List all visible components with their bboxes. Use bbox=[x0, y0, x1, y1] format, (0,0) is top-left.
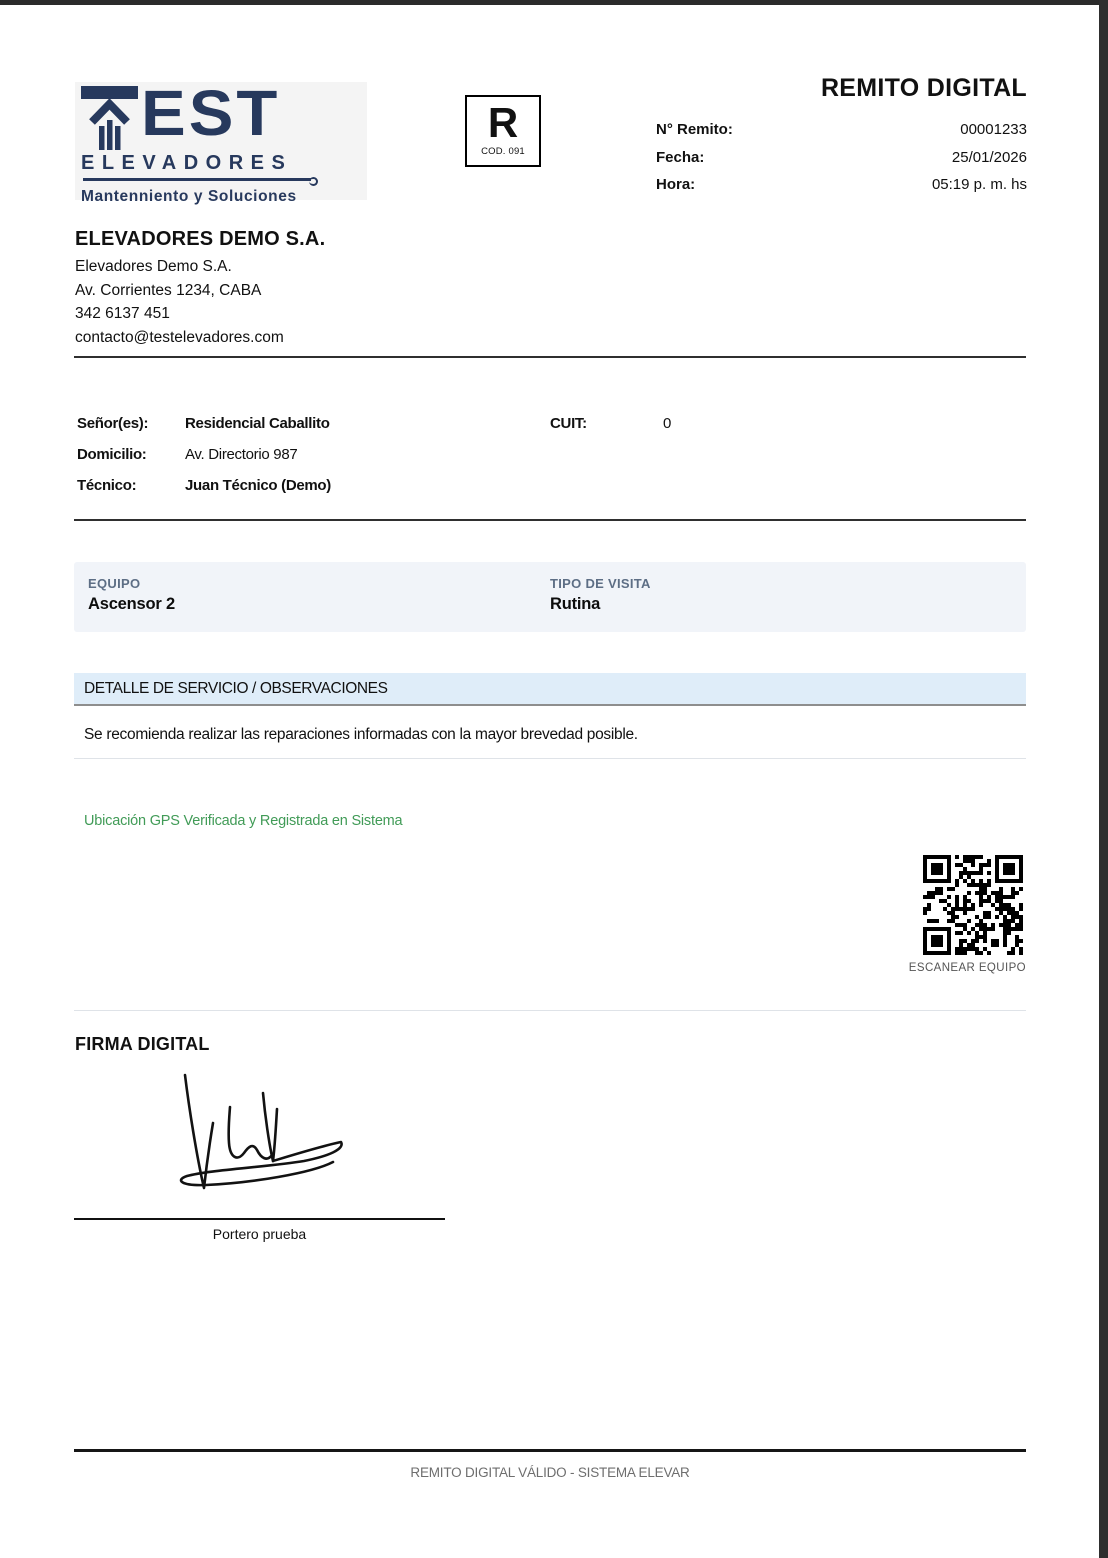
remito-date-value: 25/01/2026 bbox=[951, 148, 1027, 166]
company-address: Av. Corrientes 1234, CABA bbox=[75, 281, 262, 299]
divider-light bbox=[74, 1010, 1026, 1011]
visit-type-label: TIPO DE VISITA bbox=[550, 576, 651, 591]
qr-code bbox=[923, 855, 1023, 955]
visit-type-value: Rutina bbox=[550, 595, 601, 613]
logo-subtitle: ELEVADORES bbox=[81, 152, 293, 174]
divider bbox=[74, 519, 1026, 521]
service-detail-text: Se recomienda realizar las reparaciones informadas con la mayor brevedad posible. bbox=[84, 726, 638, 743]
cuit-value: 0 bbox=[663, 415, 672, 432]
doc-type-code: COD. 091 bbox=[481, 146, 525, 157]
cuit-label: CUIT: bbox=[550, 415, 587, 432]
address-value: Av. Directorio 987 bbox=[185, 446, 298, 463]
company-email: contacto@testelevadores.com bbox=[75, 328, 284, 346]
technician-value: Juan Técnico (Demo) bbox=[185, 477, 331, 494]
technician-label: Técnico: bbox=[77, 477, 137, 494]
wrench-hook-icon bbox=[309, 177, 318, 186]
remito-number-value: 00001233 bbox=[960, 121, 1027, 138]
logo-elevator-icon bbox=[81, 86, 139, 155]
divider bbox=[74, 356, 1026, 358]
address-label: Domicilio: bbox=[77, 446, 147, 463]
company-legal-name: Elevadores Demo S.A. bbox=[75, 258, 232, 275]
logo-tagline: Mantenniento y Soluciones bbox=[81, 188, 297, 205]
footer-text: REMITO DIGITAL VÁLIDO - SISTEMA ELEVAR bbox=[410, 1465, 690, 1480]
company-name: ELEVADORES DEMO S.A. bbox=[75, 228, 326, 250]
remito-number-row bbox=[656, 116, 1027, 144]
remito-date-label: Fecha: bbox=[656, 148, 705, 166]
client-name: Residencial Caballito bbox=[185, 415, 330, 432]
company-phone: 342 6137 451 bbox=[75, 305, 170, 322]
page-title: REMITO DIGITAL bbox=[820, 74, 1027, 102]
qr-caption: ESCANEAR EQUIPO bbox=[908, 962, 1026, 974]
remito-time-row bbox=[656, 171, 1027, 199]
equipment-label: EQUIPO bbox=[88, 576, 141, 591]
company-info bbox=[75, 228, 575, 349]
gps-status-text: Ubicación GPS Verificada y Registrada en Sistema bbox=[84, 813, 403, 829]
remito-time-label: Hora: bbox=[656, 176, 696, 193]
signature-section-title: FIRMA DIGITAL bbox=[75, 1034, 210, 1054]
company-logo bbox=[75, 77, 367, 205]
signature-image bbox=[170, 1063, 355, 1208]
doc-type-box bbox=[465, 95, 541, 167]
visit-panel bbox=[74, 562, 1026, 632]
viewer-edge-top bbox=[0, 0, 1108, 5]
equipment-value: Ascensor 2 bbox=[88, 595, 175, 613]
logo-rule bbox=[81, 176, 359, 184]
signature-line bbox=[74, 1218, 445, 1220]
signer-name: Portero prueba bbox=[212, 1226, 307, 1242]
footer-divider bbox=[74, 1449, 1026, 1452]
remito-date-row bbox=[656, 144, 1027, 172]
doc-type-letter: R bbox=[487, 99, 519, 146]
remito-time-value: 05:19 p. m. hs bbox=[931, 176, 1027, 193]
client-label: Señor(es): bbox=[77, 415, 149, 432]
viewer-edge-right bbox=[1099, 0, 1108, 1558]
service-detail-header: DETALLE DE SERVICIO / OBSERVACIONES bbox=[74, 673, 1026, 706]
divider-light bbox=[74, 758, 1026, 759]
remito-meta bbox=[656, 116, 1027, 199]
remito-number-label: N° Remito: bbox=[656, 121, 733, 138]
logo-word: EST bbox=[141, 77, 281, 150]
